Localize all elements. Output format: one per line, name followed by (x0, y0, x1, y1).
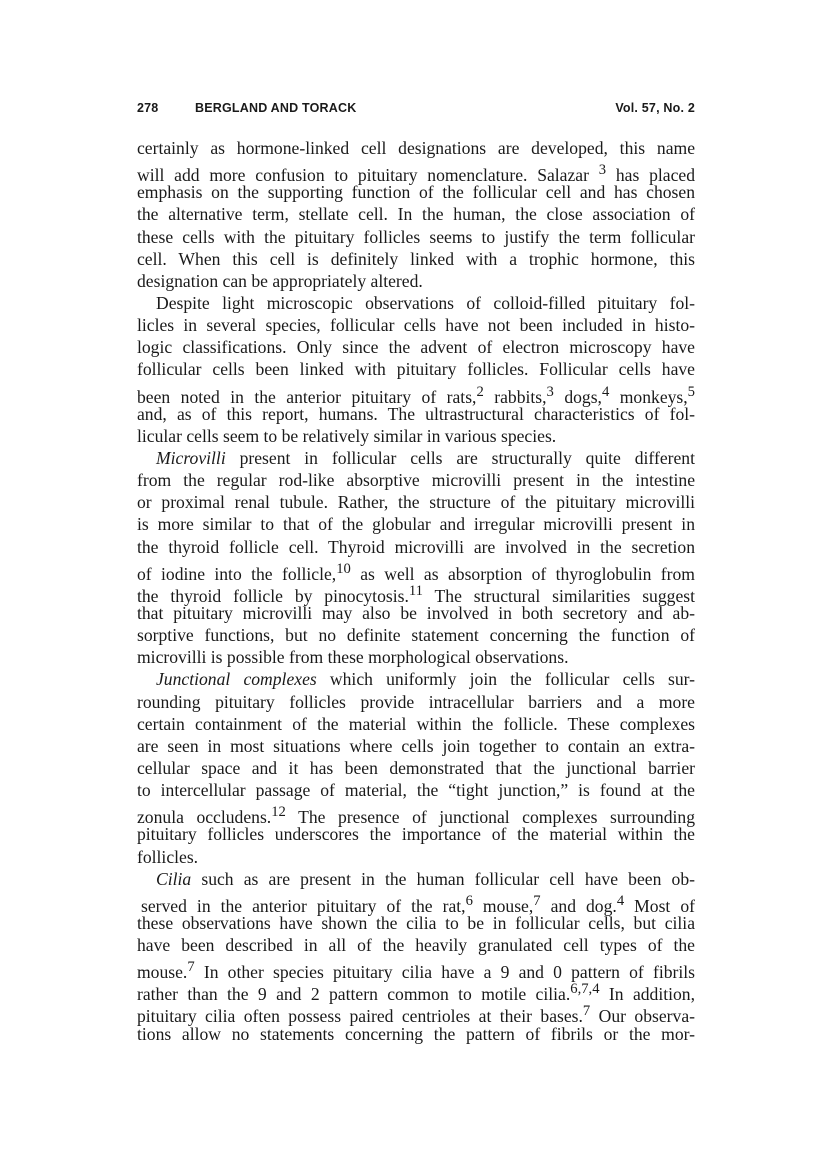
article-body (137, 137, 695, 1045)
citation-ref: 12 (271, 804, 286, 821)
text-line: pituitary cilia often possess paired centrioles at their bases.$^7$ Our observa- (137, 1003, 695, 1027)
citation-ref: 3 (598, 162, 607, 179)
text-line: the thyroid follicle by pinocytosis.$^{11}$ The structural similarities suggest (137, 582, 695, 606)
text-line: these cells with the pituitary follicles seems to justify the term follicular (137, 226, 695, 247)
citation-ref: 11 (408, 582, 423, 599)
citation-ref: 7 (187, 959, 195, 976)
volume-info: Vol. 57, No. 2 (615, 101, 695, 115)
text-line: designation can be appropriately altered. (137, 270, 423, 291)
citation-ref: 7 (533, 892, 541, 909)
text-line: pituitary follicles underscores the importance of the material within the (137, 824, 695, 845)
text-line: mouse.$^7$ In other species pituitary cilia have a 9 and 0 pattern of fibrils (137, 959, 695, 983)
citation-ref: 10 (336, 560, 351, 577)
text-line: and, as of this report, humans. The ultrastructural characteristics of fol- (137, 403, 695, 424)
text-line: Despite light microscopic observations of colloid-filled pituitary fol- (156, 292, 695, 313)
text-line: cellular space and it has been demonstrated that the junctional barrier (137, 757, 695, 778)
running-head: BERGLAND AND TORACK (195, 101, 357, 115)
section-term: Cilia (156, 868, 192, 889)
text-line: or proximal renal tubule. Rather, the structure of the pituitary microvilli (137, 492, 695, 513)
citation-ref: 7 (582, 1003, 591, 1020)
text-line: the thyroid follicle cell. Thyroid microvilli are involved in the secretion (137, 536, 695, 557)
text-line: Microvilli present in follicular cells are structurally quite different (156, 447, 695, 468)
citation-ref: 6,7,4 (570, 981, 600, 998)
text-line: the alternative term, stellate cell. In the human, the close association of (137, 204, 695, 225)
page-number: 278 (137, 101, 159, 115)
text-line: are seen in most situations where cells join together to contain an extra- (137, 735, 695, 756)
text-line: from the regular rod-like absorptive microvilli present in the intestine (137, 470, 695, 491)
text-line: been noted in the anterior pituitary of rats,$^2$ rabbits,$^3$ dogs,$^4$ monkeys,$^5$ (137, 383, 695, 407)
citation-ref: 3 (546, 383, 554, 400)
text-line: zonula occludens.$^{12}$ The presence of junctional complexes surrounding (137, 804, 695, 828)
text-line: licular cells seem to be relatively similar in various species. (137, 425, 557, 446)
section-term: Microvilli (156, 447, 226, 468)
citation-ref: 4 (601, 383, 610, 400)
section-term: Junctional complexes (156, 669, 317, 690)
citation-ref: 2 (476, 383, 484, 400)
text-line: rather than the 9 and 2 pattern common to motile cilia.$^{6,7,4}$ In addition, (137, 981, 695, 1005)
text-line: follicular cells been linked with pituitary follicles. Follicular cells have (137, 359, 695, 380)
citation-ref: 6 (465, 892, 473, 909)
text-line: licles in several species, follicular cells have not been included in histo- (137, 315, 695, 336)
citation-ref: 5 (687, 383, 695, 400)
text-line: tions allow no statements concerning the pattern of fibrils or the mor- (137, 1023, 695, 1044)
text-line: microvilli is possible from these morphological observations. (137, 647, 569, 668)
text-line: of iodine into the follicle,$^{10}$ as well as absorption of thyroglobulin from (137, 560, 695, 584)
text-line: sorptive functions, but no definite statement concerning the function of (137, 625, 695, 646)
text-line: served in the anterior pituitary of the rat,$^6$ mouse,$^7$ and dog.$^4$ Most of (141, 892, 695, 916)
text-line: logic classifications. Only since the advent of electron microscopy have (137, 337, 695, 358)
text-line: Junctional complexes which uniformly join the follicular cells sur- (156, 669, 696, 690)
text-line: will add more confusion to pituitary nomenclature. Salazar $^3$ has placed (137, 162, 695, 185)
text-line: certain containment of the material within the follicle. These complexes (137, 713, 695, 734)
text-line: have been described in all of the heavily granulated cell types of the (137, 935, 695, 956)
citation-ref: 4 (616, 892, 625, 909)
text-line: Cilia such as are present in the human follicular cell have been ob- (156, 868, 695, 889)
text-line: cell. When this cell is definitely linked with a trophic hormone, this (137, 248, 695, 269)
text-line: emphasis on the supporting function of the follicular cell and has chosen (137, 182, 695, 203)
text-line: to intercellular passage of material, the “tight junction,” is found at the (137, 780, 695, 801)
text-line: rounding pituitary follicles provide intracellular barriers and a more (137, 691, 695, 712)
text-line: follicles. (137, 846, 199, 867)
text-line: certainly as hormone-linked cell designations are developed, this name (137, 138, 695, 158)
text-line: is more similar to that of the globular and irregular microvilli present in (137, 514, 695, 535)
text-line: that pituitary microvilli may also be involved in both secretory and ab- (137, 602, 695, 623)
text-line: these observations have shown the cilia to be in follicular cells, but cilia (137, 912, 695, 933)
